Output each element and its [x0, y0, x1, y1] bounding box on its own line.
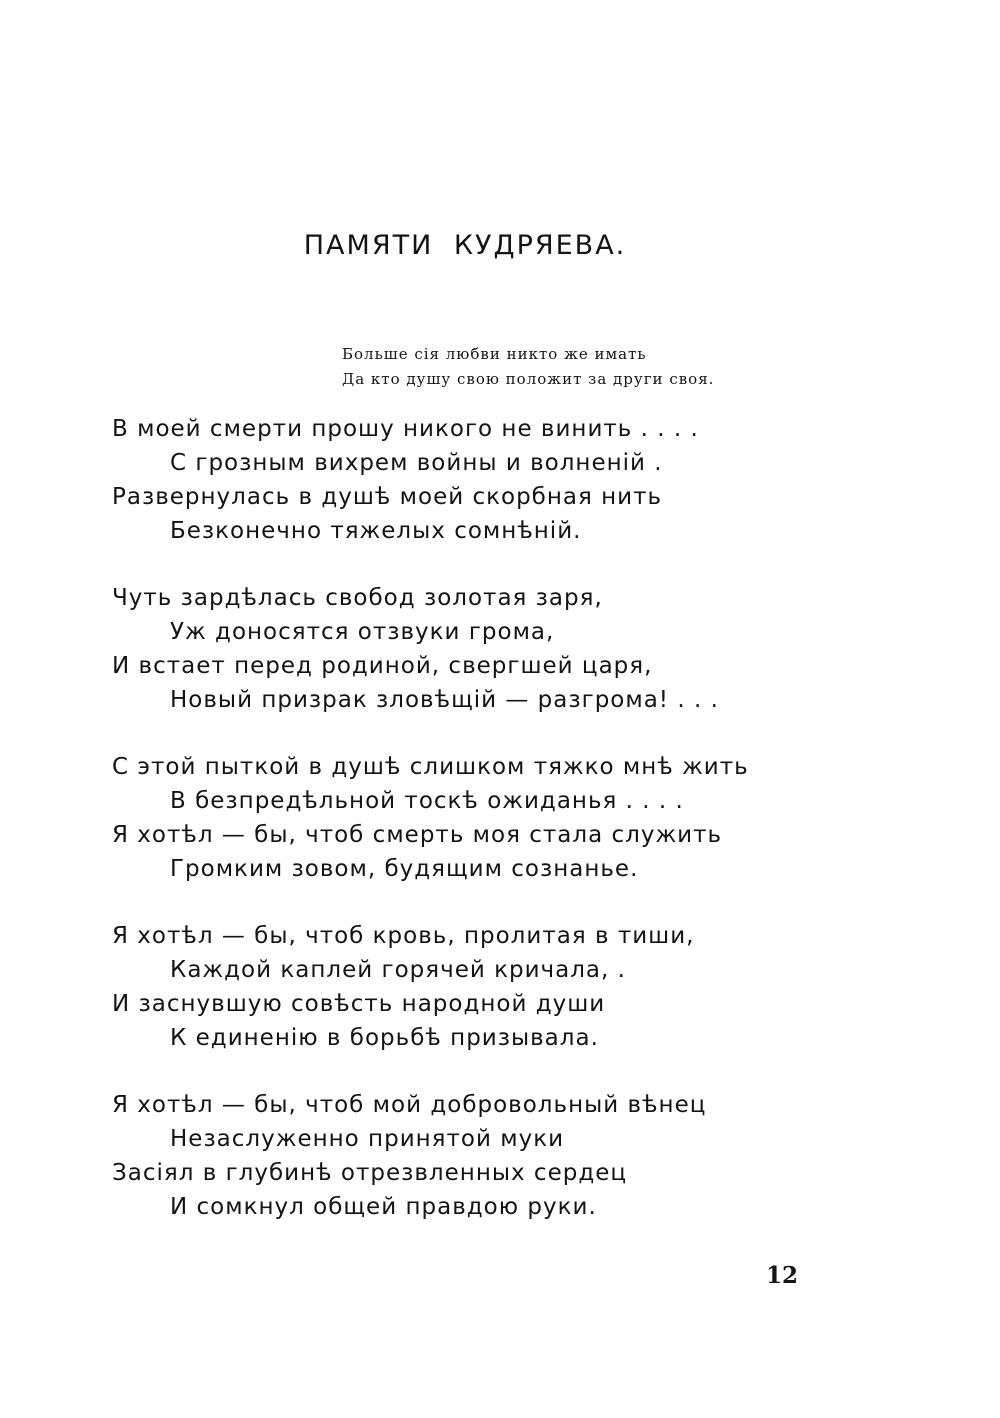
verse-line: С этой пыткой в душѣ слишком тяжко мнѣ жить [112, 754, 749, 780]
stanza [112, 412, 749, 548]
verse-line: С грозным вихрем войны и волненій . [170, 450, 663, 476]
verse-line: И сомкнул общей правдою руки. [170, 1194, 597, 1220]
verse-line: Чуть зардѣлась свобод золотая заря, [112, 585, 603, 611]
verse-line: Развернулась в душѣ моей скорбная нить [112, 484, 663, 510]
stanza [112, 581, 749, 717]
epigraph [342, 342, 714, 392]
verse-line: Незаслуженно принятой муки [170, 1126, 565, 1152]
verse-line: В безпредѣльной тоскѣ ожиданья . . . . [170, 788, 684, 814]
verse-line: Каждой каплей горячей кричала, . [170, 957, 626, 983]
epigraph-line: Больше сія любви никто же имать [342, 345, 647, 363]
epigraph-line: Да кто душу свою положит за други своя. [342, 370, 715, 388]
verse-line: Я хотѣл — бы, чтоб мой добровольный вѣнец [112, 1092, 707, 1118]
poem-body [112, 412, 749, 1257]
verse-line: Я хотѣл — бы, чтоб кровь, пролитая в тиши, [112, 923, 695, 949]
page-number: 12 [766, 1262, 799, 1289]
poem-title: ПАМЯТИ КУДРЯЕВА. [303, 230, 627, 261]
verse-line: Громким зовом, будящим сознанье. [170, 856, 639, 882]
verse-line: К единенію в борьбѣ призывала. [170, 1025, 599, 1051]
stanza [112, 750, 749, 886]
verse-line: Новый призрак зловѣщій — разгрома! . . . [170, 687, 719, 713]
verse-line: И заснувшую совѣсть народной души [112, 991, 606, 1017]
verse-line: Уж доносятся отзвуки грома, [170, 619, 555, 645]
stanza [112, 1088, 749, 1224]
verse-line: Я хотѣл — бы, чтоб смерть моя стала служить [112, 822, 723, 848]
verse-line: Безконечно тяжелых сомнѣній. [170, 518, 582, 544]
verse-line: И встает перед родиной, свергшей царя, [112, 653, 653, 679]
verse-line: Засіял в глубинѣ отрезвленных сердец [112, 1160, 628, 1186]
verse-line: В моей смерти прошу никого не винить . . . . [112, 416, 699, 442]
stanza [112, 919, 749, 1055]
